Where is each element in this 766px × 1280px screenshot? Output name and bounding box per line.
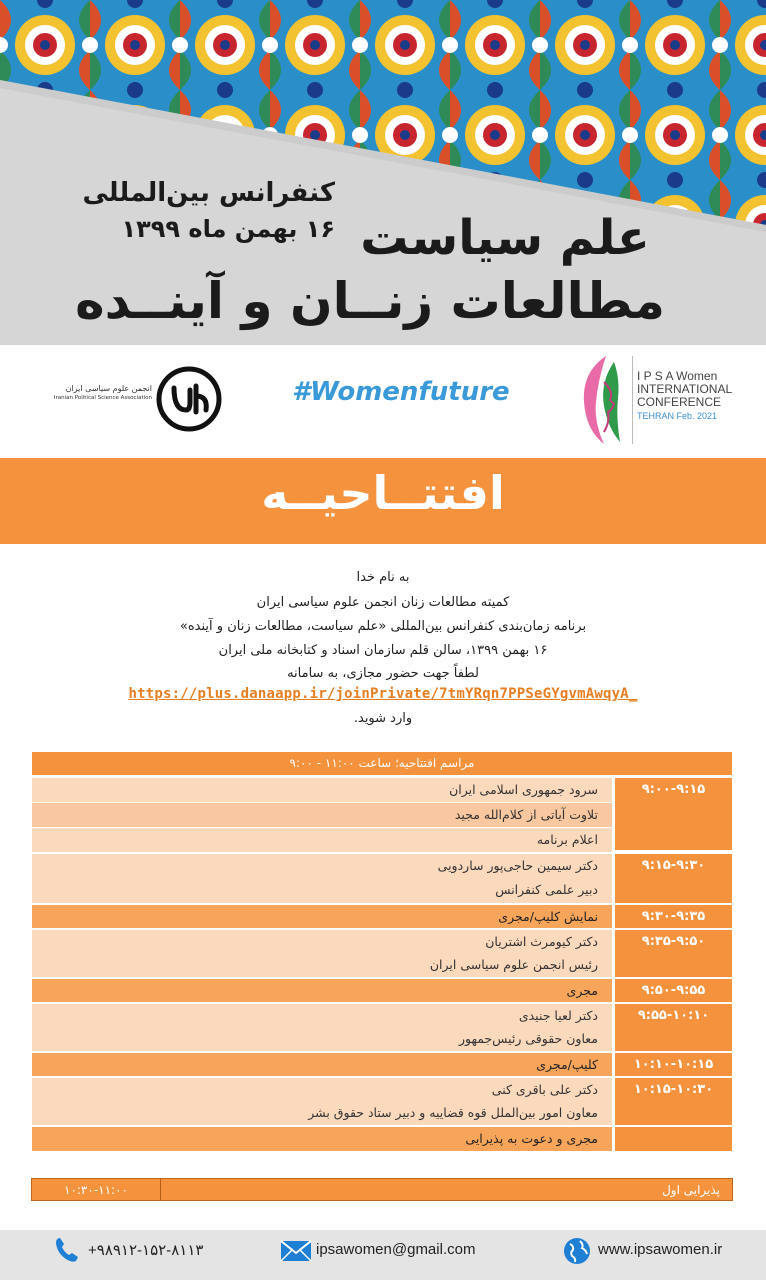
schedule-line: اعلام برنامه [536,832,598,847]
schedule-text-cell [32,803,612,827]
schedule-line: مجری و دعوت به پذیرایی [465,1131,598,1146]
conference-date: ۱۶ بهمن ماه ۱۳۹۹ [121,215,335,243]
association-name-en: Iranian Political Science Association [53,395,152,401]
reception-time: ۱۰:۳۰-۱۱:۰۰ [64,1183,128,1197]
schedule-text-cell [32,905,612,928]
schedule-time [615,1127,732,1151]
opening-title: افتتــاحیــه [261,466,505,520]
schedule-text-cell [32,828,612,852]
schedule-time: ۱۰:۱۵-۱۰:۳۰ [615,1078,732,1125]
intro-line-2: کمیته مطالعات زنان انجمن علوم سیاسی ایران [256,595,510,610]
schedule-text-cell [32,1127,612,1151]
schedule-line: کلیپ/مجری [536,1057,598,1072]
schedule-time: ۹:۵۵-۱۰:۱۰ [615,1004,732,1051]
schedule-line: تلاوت آیاتی از کلام‌الله مجید [454,807,598,822]
email-icon [280,1239,312,1263]
schedule-line: دکتر سیمین حاجی‌پور ساردویی [437,858,598,873]
schedule-time: ۱۰:۱۰-۱۰:۱۵ [615,1053,732,1076]
schedule-line: سرود جمهوری اسلامی ایران [449,782,598,797]
footer-website[interactable]: www.ipsawomen.ir [598,1241,723,1258]
intro-after-link: وارد شوید. [353,711,413,726]
join-link[interactable]: https://plus.danaapp.ir/joinPrivate/7tmYRqn7PPSeGYgvmAwqyA_ [128,686,638,702]
reception-separator [160,1179,161,1200]
header-banner [0,0,766,345]
globe-icon [562,1236,592,1266]
association-name-fa: انجمن علوم سیاسی ایران [65,384,152,393]
schedule-time: ۹:۰۰-۹:۱۵ [615,778,732,850]
schedule-line: دکتر کیومرث اشتریان [485,934,598,949]
conf-en-line3: CONFERENCE [637,395,722,409]
schedule-text-cell [32,1053,612,1076]
conference-label: کنفرانس بین‌المللی [82,178,335,208]
schedule-line: رئیس انجمن علوم سیاسی ایران [429,957,598,972]
banner-title-line2: مطالعات زنــان و آینــده [75,272,665,330]
schedule-time: ۹:۳۰-۹:۳۵ [615,905,732,928]
women-profile-logo-icon [574,352,632,448]
schedule-text-cell [32,1078,612,1125]
conf-en-line1: I P S A Women [637,369,718,383]
intro-line-5: لطفاً جهت حضور مجازی، به سامانه [287,666,479,681]
footer-phone[interactable]: +۹۸۹۱۲-۱۵۲-۸۱۱۳ [88,1242,204,1259]
schedule-line: دکتر لعیا جنیدی [518,1008,598,1023]
schedule-header: مراسم افتتاحیه؛ ساعت ۱۱:۰۰ - ۹:۰۰ [32,752,732,775]
intro-line-3: برنامه زمان‌بندی کنفرانس بین‌المللی «علم سیاست، مطالعات زنان و آینده» [179,619,587,634]
schedule-line: دکتر علی باقری کنی [491,1082,598,1097]
schedule-line: معاون امور بین‌الملل قوه قضاییه و دبیر ستاد حقوق بشر [308,1105,598,1120]
banner-title-line1: علم سیاست [360,210,650,266]
association-logo-text [42,384,152,401]
schedule-time: ۹:۳۵-۹:۵۰ [615,930,732,977]
conference-english-block [637,370,732,423]
schedule-line: دبیر علمی کنفرانس [495,882,598,897]
reception-label: پذیرایی اول [662,1183,720,1197]
schedule-time: ۹:۵۰-۹:۵۵ [615,979,732,1002]
footer-email[interactable]: ipsawomen@gmail.com [316,1241,476,1258]
conf-en-line2: INTERNATIONAL [637,382,733,396]
schedule-text-cell [32,979,612,1002]
schedule-line: معاون حقوقی رئیس‌جمهور [458,1031,598,1046]
conf-city-date: TEHRAN Feb. 2021 [637,411,718,421]
phone-icon [52,1235,82,1265]
schedule-text-cell [32,1004,612,1051]
schedule-line: نمایش کلیپ/مجری [498,909,598,924]
reception-row [31,1178,733,1201]
schedule-text-cell [32,930,612,977]
intro-line-1: به نام خدا [356,570,410,585]
schedule-text-cell [32,854,612,903]
schedule-text-cell [32,778,612,802]
schedule-line: مجری [566,983,598,998]
association-emblem-icon [156,366,222,432]
hashtag-text: #Womenfuture [292,377,510,407]
logo-divider [632,356,633,444]
schedule-time: ۹:۱۵-۹:۳۰ [615,854,732,903]
intro-line-4: ۱۶ بهمن ۱۳۹۹، سالن قلم سازمان اسناد و کتابخانه ملی ایران [218,643,548,658]
